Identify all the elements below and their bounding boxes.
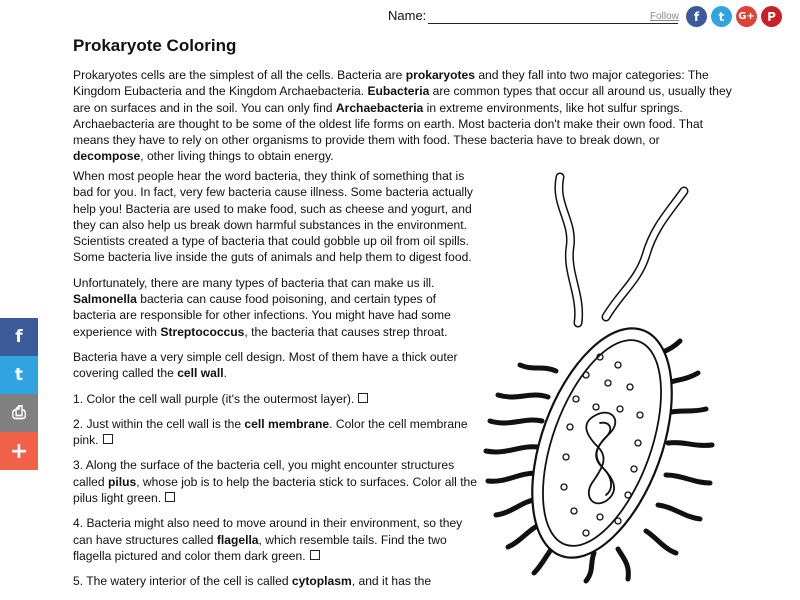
term-pilus: pilus — [107, 474, 137, 489]
step-2-checkbox[interactable] — [103, 434, 113, 444]
flagella — [559, 177, 684, 323]
name-row — [388, 8, 688, 26]
follow-facebook-icon[interactable]: f — [686, 6, 707, 27]
term-streptococcus: Streptococcus — [160, 324, 245, 339]
step-5: 5. The watery interior of the cell is called cytoplasm, and it has the — [73, 574, 432, 589]
page-title: Prokaryote Coloring — [73, 36, 237, 55]
name-blank-line — [428, 23, 678, 24]
follow-pinterest-icon[interactable]: P — [761, 6, 782, 27]
follow-twitter-icon[interactable]: t — [711, 6, 732, 27]
step-4: 4. Bacteria might also need to move around in their environment, so they can have structures called flagella, which resemble tails. Find the two flagella pictured and color them dark green. — [73, 516, 463, 563]
term-flagella: flagella — [216, 532, 259, 547]
share-sidebar — [0, 318, 38, 470]
cell-design-paragraph: Bacteria have a very simple cell design. Most of them have a thick outer covering called the cell wall. — [73, 349, 458, 381]
term-archaebacteria: Archaebacteria — [335, 100, 424, 115]
term-cell-membrane: cell membrane — [244, 416, 330, 431]
step-1-checkbox[interactable] — [358, 393, 368, 403]
step-3: 3. Along the surface of the bacteria cell, you might encounter structures called pilus, whose job is to help the bacteria stick to surfaces. Color all the pilus light green. — [73, 458, 478, 506]
term-eubacteria: Eubacteria — [367, 84, 430, 99]
share-facebook-button[interactable]: f — [0, 318, 38, 356]
follow-google-plus-icon[interactable]: G+ — [736, 6, 757, 27]
bacteria-cell-illustration — [478, 165, 778, 585]
step-4-checkbox[interactable] — [310, 550, 320, 560]
step-1: 1. Color the cell wall purple (it's the outermost layer). — [73, 391, 478, 407]
bacteria-illness-paragraph: Unfortunately, there are many types of bacteria that can make us ill. Salmonella bacteria can cause food poisoning, and certain types of bacteria are responsible for other infections. You might have had some experience with Streptococcus, the bacteria that causes strep throat. — [73, 275, 451, 339]
share-print-button[interactable]: ⎙ — [0, 394, 38, 432]
term-cytoplasm: cytoplasm — [291, 574, 352, 589]
term-prokaryotes: prokaryotes — [405, 68, 475, 82]
step-3-checkbox[interactable] — [165, 492, 175, 502]
term-decompose: decompose — [73, 149, 141, 164]
left-text-column — [73, 168, 478, 599]
follow-link[interactable]: Follow — [650, 11, 679, 22]
term-salmonella: Salmonella — [73, 292, 137, 307]
step-2: 2. Just within the cell wall is the cell membrane. Color the cell membrane pink. — [73, 416, 468, 448]
term-cell-wall: cell wall — [177, 366, 224, 381]
bacteria-helpful-paragraph: When most people hear the word bacteria, they think of something that is bad for you. In fact, very few bacteria cause illness. Some bacteria actually help you! Bacteria are used to make food, such as cheese and yogurt, and they can also help us break down harmful substances in the environment. Scientists created a type of bacteria that could gobble up oil from oil spills. Some bacteria live inside the guts of animals and help them to digest food. — [73, 169, 473, 265]
share-more-button[interactable]: + — [0, 432, 38, 470]
name-label: Name: — [388, 8, 427, 23]
follow-icons — [686, 6, 782, 27]
share-twitter-button[interactable]: t — [0, 356, 38, 394]
intro-paragraph: Prokaryotes cells are the simplest of all the cells. Bacteria are prokaryotes and they fall into two major categories: The Kingdom Eubacteria and the Kingdom Archaebacteria. Eubacteria are common types that occur all around us, usually they are on surfaces and in the soil. You can only find Archaebacteria in extreme environments, like hot sulfur springs. Archaebacteria are thought to be some of the oldest life forms on earth. Most bacteria don't make their own food. That means they have to rely on other organisms to provide them with food. These bacteria have to break down, or decompose, other living things to obtain energy. — [73, 68, 732, 164]
